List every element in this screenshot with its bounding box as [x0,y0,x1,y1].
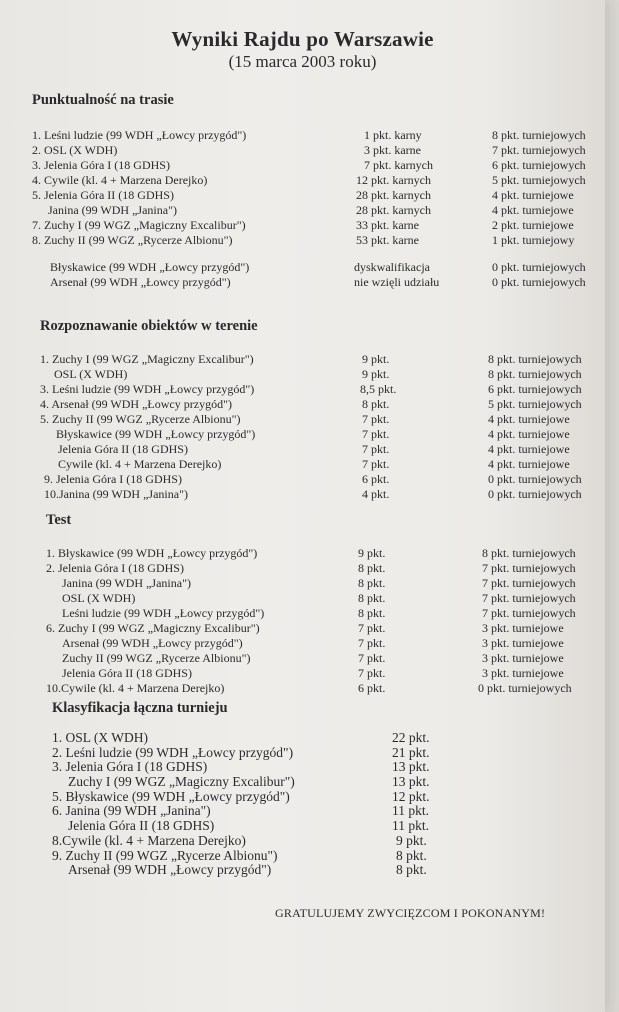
team-name: 9. Zuchy II (99 WGZ „Rycerze Albionu") [52,847,278,863]
team-name: Jelenia Góra II (18 GDHS) [58,442,188,456]
score: 12 pkt. [392,788,430,804]
team-name: OSL (X WDH) [62,591,136,605]
table-row [0,188,605,203]
table-row [0,457,605,472]
table-row [0,849,605,864]
table-row [0,352,605,367]
team-name: Arsenał (99 WDH „Łowcy przygód") [50,275,231,289]
team-name: 6. Janina (99 WDH „Janina") [52,803,211,819]
score: 33 pkt. karne [356,218,419,232]
team-name: 3. Jelenia Góra I (18 GDHS) [32,158,170,172]
table-row [0,606,605,621]
table-row [0,790,605,805]
score: 22 pkt. [392,730,430,745]
tournament-points: 0 pkt. turniejowych [478,681,572,695]
table-row [0,218,605,233]
table-row [0,804,605,819]
table-row [0,233,605,248]
score: 13 pkt. [392,774,430,790]
score: 28 pkt. karnych [356,188,431,202]
tournament-points: 3 pkt. turniejowe [482,636,564,650]
score: 11 pkt. [392,803,429,819]
team-name: 3. Jelenia Góra I (18 GDHS) [52,759,208,775]
team-name: Zuchy II (99 WGZ „Rycerze Albionu") [62,651,251,665]
score: 4 pkt. [362,487,390,501]
tournament-points: 0 pkt. turniejowych [492,260,586,274]
score: 7 pkt. [358,621,386,635]
score: 12 pkt. karnych [356,173,431,187]
results-table [0,546,605,696]
table-row [0,472,605,487]
score: 1 pkt. karny [364,128,422,142]
team-name: 2. Leśni ludzie (99 WDH „Łowcy przygód") [52,744,294,760]
tournament-points: 7 pkt. turniejowych [482,591,576,605]
score: 8 pkt. [358,591,386,605]
score: 7 pkt. [358,666,386,680]
team-name: 1. Zuchy I (99 WGZ „Magiczny Excalibur") [40,352,254,366]
tournament-points: 5 pkt. turniejowych [492,173,586,187]
team-name: 5. Zuchy II (99 WGZ „Rycerze Albionu") [40,412,241,426]
team-name: 10.Janina (99 WDH „Janina") [44,487,188,501]
team-name: Janina (99 WDH „Janina") [48,203,177,217]
score: 3 pkt. karne [364,143,421,157]
team-name: 1. Leśni ludzie (99 WDH „Łowcy przygód") [32,128,247,142]
team-name: Leśni ludzie (99 WDH „Łowcy przygód") [62,606,265,620]
team-name: 9. Jelenia Góra I (18 GDHS) [44,472,182,486]
team-name: Arsenał (99 WDH „Łowcy przygód") [62,636,243,650]
tournament-points: 8 pkt. turniejowych [492,128,586,142]
table-row [0,487,605,502]
team-name: OSL (X WDH) [54,367,128,381]
table-row [0,576,605,591]
tournament-points: 4 pkt. turniejowe [488,412,570,426]
team-name: 4. Arsenał (99 WDH „Łowcy przygód") [40,397,232,411]
team-name: Jelenia Góra II (18 GDHS) [62,666,192,680]
table-row [0,203,605,218]
score: 8,5 pkt. [360,382,397,396]
team-name: 8.Cywile (kl. 4 + Marzena Derejko) [52,832,246,848]
tournament-points: 8 pkt. turniejowych [488,367,582,381]
table-row [0,681,605,696]
score: 7 pkt. [358,651,386,665]
team-name: 1. OSL (X WDH) [52,730,148,745]
score: 7 pkt. karnych [364,158,433,172]
score: 9 pkt. [362,352,390,366]
score: 8 pkt. [358,606,386,620]
score: 13 pkt. [392,759,430,775]
table-row [0,561,605,576]
tournament-points: 4 pkt. turniejowe [488,427,570,441]
results-table [0,731,605,878]
table-row [0,427,605,442]
score: 53 pkt. karne [356,233,419,247]
results-table [0,352,605,502]
team-name: 6. Zuchy I (99 WGZ „Magiczny Excalibur") [46,621,260,635]
table-row [0,666,605,681]
table-row [0,128,605,143]
score: 7 pkt. [362,442,390,456]
score: 6 pkt. [362,472,390,486]
table-row [0,382,605,397]
tournament-points: 7 pkt. turniejowych [482,576,576,590]
tournament-points: 2 pkt. turniejowe [492,218,574,232]
table-row [0,834,605,849]
tournament-points: 4 pkt. turniejowe [492,188,574,202]
section-heading: Rozpoznawanie obiektów w terenie [40,318,258,334]
team-name: Zuchy I (99 WGZ „Magiczny Excalibur") [68,774,295,790]
team-name: Janina (99 WDH „Janina") [62,576,191,590]
page-subtitle: (15 marca 2003 roku) [228,52,377,71]
tournament-points: 0 pkt. turniejowych [488,472,582,486]
team-name: Błyskawice (99 WDH „Łowcy przygód") [56,427,256,441]
team-name: 5. Błyskawice (99 WDH „Łowcy przygód") [52,788,290,804]
tournament-points: 8 pkt. turniejowych [488,352,582,366]
table-row [0,397,605,412]
table-row [0,143,605,158]
score: 28 pkt. karnych [356,203,431,217]
tournament-points: 0 pkt. turniejowych [488,487,582,501]
tournament-points: 4 pkt. turniejowe [488,442,570,456]
table-row [0,863,605,878]
tournament-points: 7 pkt. turniejowych [482,561,576,575]
page-title: Wyniki Rajdu po Warszawie [171,27,434,51]
team-name: Arsenał (99 WDH „Łowcy przygód") [68,862,272,878]
table-row [0,158,605,173]
tournament-points: 1 pkt. turniejowy [492,233,575,247]
tournament-points: 8 pkt. turniejowych [482,546,576,560]
team-name: 2. OSL (X WDH) [32,143,118,157]
score: 8 pkt. [396,847,427,863]
team-name: Jelenia Góra II (18 GDHS) [68,818,215,834]
score: 21 pkt. [392,744,430,760]
table-spacer [0,248,605,260]
score: 7 pkt. [362,427,390,441]
score: 9 pkt. [396,832,427,848]
table-row [0,651,605,666]
team-name: 8. Zuchy II (99 WGZ „Rycerze Albionu") [32,233,233,247]
team-name: 10.Cywile (kl. 4 + Marzena Derejko) [46,681,225,695]
score: 9 pkt. [362,367,390,381]
table-row [0,275,605,290]
table-row [0,746,605,761]
results-table [0,128,605,290]
tournament-points: 7 pkt. turniejowych [482,606,576,620]
table-row [0,173,605,188]
team-name: 2. Jelenia Góra I (18 GDHS) [46,561,184,575]
score: 8 pkt. [396,862,427,878]
team-name: 4. Cywile (kl. 4 + Marzena Derejko) [32,173,208,187]
score: 7 pkt. [362,412,390,426]
section-heading: Klasyfikacja łączna turnieju [52,700,228,716]
score: 9 pkt. [358,546,386,560]
team-name: 5. Jelenia Góra II (18 GDHS) [32,188,174,202]
tournament-points: 5 pkt. turniejowych [488,397,582,411]
section-heading: Punktualność na trasie [32,92,174,108]
table-row [0,591,605,606]
tournament-points: 4 pkt. turniejowe [492,203,574,217]
table-row [0,546,605,561]
tournament-points: 3 pkt. turniejowe [482,666,564,680]
table-row [0,412,605,427]
tournament-points: 3 pkt. turniejowe [482,651,564,665]
team-name: 7. Zuchy I (99 WGZ „Magiczny Excalibur") [32,218,246,232]
table-row [0,819,605,834]
team-name: 3. Leśni ludzie (99 WDH „Łowcy przygód") [40,382,255,396]
closing-message: GRATULUJEMY ZWYCIĘZCOM I POKONANYM! [275,906,546,920]
tournament-points: 6 pkt. turniejowych [488,382,582,396]
section-heading: Test [46,512,72,528]
tournament-points: 4 pkt. turniejowe [488,457,570,471]
table-row [0,731,605,746]
table-row [0,760,605,775]
tournament-points: 3 pkt. turniejowe [482,621,564,635]
score: dyskwalifikacja [354,260,430,274]
team-name: 1. Błyskawice (99 WDH „Łowcy przygód") [46,546,258,560]
team-name: Cywile (kl. 4 + Marzena Derejko) [58,457,222,471]
team-name: Błyskawice (99 WDH „Łowcy przygód") [50,260,250,274]
table-row [0,621,605,636]
table-row [0,775,605,790]
table-row [0,367,605,382]
tournament-points: 7 pkt. turniejowych [492,143,586,157]
score: 8 pkt. [358,576,386,590]
score: 8 pkt. [358,561,386,575]
score: 7 pkt. [362,457,390,471]
table-row [0,260,605,275]
score: 6 pkt. [358,681,386,695]
score: 7 pkt. [358,636,386,650]
table-row [0,636,605,651]
score: 8 pkt. [362,397,390,411]
score: 11 pkt. [392,818,429,834]
table-row [0,442,605,457]
score: nie wzięli udziału [354,275,440,289]
tournament-points: 0 pkt. turniejowych [492,275,586,289]
tournament-points: 6 pkt. turniejowych [492,158,586,172]
